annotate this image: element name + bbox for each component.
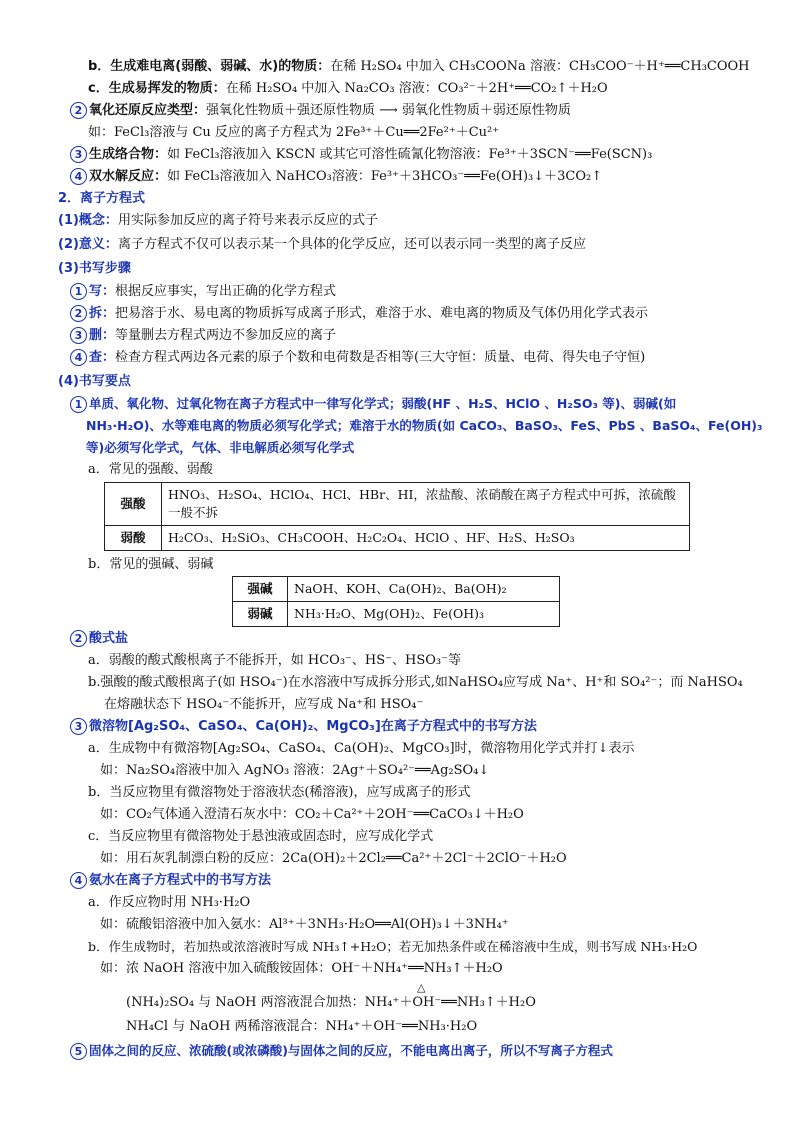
acid-table-caption: a．常见的强酸、弱酸: [88, 462, 213, 477]
key-point-1-line3: 等)必须写化学式，气体、非电解质必须写化学式: [86, 440, 355, 455]
step-check: 4 查：检查方程式两边各元素的原子个数和电荷数是否相等(三大守恒：质量、电荷、得失电子守恒): [70, 349, 645, 367]
key-point-4b: b．作生成物时，若加热或浓溶液时写成 NH₃↑+H₂O；若无加热条件或在稀溶液中生成，则书写成 NH₃·H₂O: [88, 939, 698, 954]
base-row-value: NaOH、KOH、Ca(OH)₂、Ba(OH)₂: [288, 577, 560, 602]
key-point-2b-line1: b.强酸的酸式酸根离子(如 HSO₄⁻)在水溶液中写成拆分形式,如NaHSO₄应写成 Na⁺、H⁺和 SO₄²⁻；而 NaHSO₄: [88, 675, 743, 690]
key-point-3a: a．生成物中有微溶物[Ag₂SO₄、CaSO₄、Ca(OH)₂、MgCO₃]时，微溶物用化学式并打↓表示: [88, 741, 635, 756]
meaning-line: (2)意义：离子方程式不仅可以表示某一个具体的化学反应，还可以表示同一类型的离子反应: [58, 237, 586, 252]
circled-number: 4: [70, 872, 87, 889]
key-point-4a-example: 如：硫酸铝溶液中加入氨水：Al³⁺＋3NH₃·H₂O══Al(OH)₃↓＋3NH₄⁺: [100, 917, 509, 932]
key-point-3c: c．当反应物里有微溶物处于悬浊液或固态时，应写成化学式: [88, 829, 434, 844]
base-row-head: 弱碱: [233, 602, 288, 627]
key-point-1-line2: NH₃·H₂O)、水等难电离的物质必须写化学式；难溶于水的物质(如 CaCO₃、BaSO₃、FeS、PbS 、BaSO₄、Fe(OH)₃: [86, 418, 763, 433]
base-table: [232, 576, 560, 627]
key-point-3c-example: 如：用石灰乳制漂白粉的反应：2Ca(OH)₂＋2Cl₂══Ca²⁺＋2Cl⁻＋2ClO⁻＋H₂O: [100, 851, 567, 866]
concept-line: (1)概念：用实际参加反应的离子符号来表示反应的式子: [58, 213, 378, 228]
table-row: [233, 577, 560, 602]
circled-number: 3: [70, 146, 87, 163]
key-point-3b: b．当反应物里有微溶物处于溶液状态(稀溶液)，应写成离子的形式: [88, 785, 471, 800]
circled-number: 3: [70, 327, 87, 344]
key-point-4a: a．作反应物时用 NH₃·H₂O: [88, 895, 251, 910]
key-point-4-heading: 4 氨水在离子方程式中的书写方法: [70, 872, 271, 890]
line-hydrolysis: 4 双水解反应：如 FeCl₃溶液加入 NaHCO₃溶液：Fe³⁺＋3HCO₃⁻══Fe(OH)₃↓＋3CO₂↑: [70, 168, 602, 186]
acid-row-head: 弱酸: [105, 526, 162, 551]
line-complex: 3 生成络合物：如 FeCl₃溶液加入 KSCN 或其它可溶性硫氰化物溶液：Fe³⁺＋3SCN⁻══Fe(SCN)₃: [70, 146, 652, 164]
step-write: 1 写：根据反应事实，写出正确的化学方程式: [70, 283, 336, 301]
key-point-4b-example3: NH₄Cl 与 NaOH 两稀溶液混合：NH₄⁺＋OH⁻══NH₃·H₂O: [126, 1019, 478, 1034]
key-point-3a-example: 如：Na₂SO₄溶液中加入 AgNO₃ 溶液：2Ag⁺＋SO₄²⁻══Ag₂SO₄↓: [100, 763, 490, 778]
key-point-4b-example2: (NH₄)₂SO₄ 与 NaOH 两溶液混合加热：NH₄⁺＋OH⁻══NH₃↑＋H₂O: [126, 995, 536, 1010]
line-redox-example: 如：FeCl₃溶液与 Cu 反应的离子方程式为 2Fe³⁺＋Cu══2Fe²⁺＋Cu²⁺: [88, 125, 500, 140]
key-point-3b-example: 如：CO₂气体通入澄清石灰水中：CO₂＋Ca²⁺＋2OH⁻══CaCO₃↓＋H₂O: [100, 807, 524, 822]
table-row: [105, 526, 690, 551]
key-point-2-heading: 2 酸式盐: [70, 630, 128, 648]
acid-row-head: 强酸: [105, 483, 162, 526]
line-weak-electrolyte: b．生成难电离(弱酸、弱碱、水)的物质：在稀 H₂SO₄ 中加入 CH₃COONa 溶液：CH₃COO⁻＋H⁺══CH₃COOH: [88, 59, 750, 74]
circled-number: 2: [70, 305, 87, 322]
key-point-2b-line2: 在熔融状态下 HSO₄⁻不能拆开，应写成 Na⁺和 HSO₄⁻: [104, 697, 424, 712]
base-row-head: 强碱: [233, 577, 288, 602]
key-points-heading: (4)书写要点: [58, 374, 131, 389]
circled-number: 4: [70, 168, 87, 185]
circled-number: 2: [70, 102, 87, 119]
line-volatile: c．生成易挥发的物质：在稀 H₂SO₄ 中加入 Na₂CO₃ 溶液：CO₃²⁻＋2H⁺══CO₂↑＋H₂O: [88, 81, 608, 96]
circled-number: 5: [70, 1043, 87, 1060]
section-heading: 2．离子方程式: [58, 191, 146, 206]
circled-number: 3: [70, 718, 87, 735]
circled-number: 2: [70, 630, 87, 647]
heating-condition-symbol: △: [417, 981, 426, 994]
acid-row-value: H₂CO₃、H₂SiO₃、CH₃COOH、H₂C₂O₄、HClO 、HF、H₂S、H₂SO₃: [162, 526, 690, 551]
key-point-3-heading: 3 微溶物[Ag₂SO₄、CaSO₄、Ca(OH)₂、MgCO₃]在离子方程式中的书写方法: [70, 718, 537, 736]
acid-table: [104, 482, 690, 551]
base-row-value: NH₃·H₂O、Mg(OH)₂、Fe(OH)₃: [288, 602, 560, 627]
key-point-4b-example1: 如：浓 NaOH 溶液中加入硫酸铵固体：OH⁻＋NH₄⁺══NH₃↑＋H₂O: [100, 961, 503, 976]
key-point-2a: a．弱酸的酸式酸根离子不能拆开，如 HCO₃⁻、HS⁻、HSO₃⁻等: [88, 653, 461, 668]
table-row: [233, 602, 560, 627]
base-table-caption: b．常见的强碱、弱碱: [88, 557, 214, 572]
circled-number: 4: [70, 349, 87, 366]
step-split: 2 拆：把易溶于水、易电离的物质拆写成离子形式，难溶于水、难电离的物质及气体仍用化学式表示: [70, 305, 648, 323]
table-row: [105, 483, 690, 526]
step-delete: 3 删：等量删去方程式两边不参加反应的离子: [70, 327, 336, 345]
key-point-5: 5 固体之间的反应、浓硫酸(或浓磷酸)与固体之间的反应，不能电离出离子，所以不写离子方程式: [70, 1042, 613, 1060]
circled-number: 1: [70, 283, 87, 300]
steps-heading: (3)书写步骤: [58, 261, 131, 276]
circled-number: 1: [70, 396, 87, 413]
line-redox-type: 2 氧化还原反应类型：强氧化性物质＋强还原性物质 ⟶ 弱氧化性物质＋弱还原性物质: [70, 102, 571, 120]
key-point-1-line1: 1 单质、氧化物、过氧化物在离子方程式中一律写化学式；弱酸(HF 、H₂S、HClO 、H₂SO₃ 等)、弱碱(如: [70, 395, 676, 413]
acid-row-value: HNO₃、H₂SO₄、HClO₄、HCl、HBr、HI，浓盐酸、浓硝酸在离子方程式中可拆，浓硫酸一般不拆: [162, 483, 690, 526]
